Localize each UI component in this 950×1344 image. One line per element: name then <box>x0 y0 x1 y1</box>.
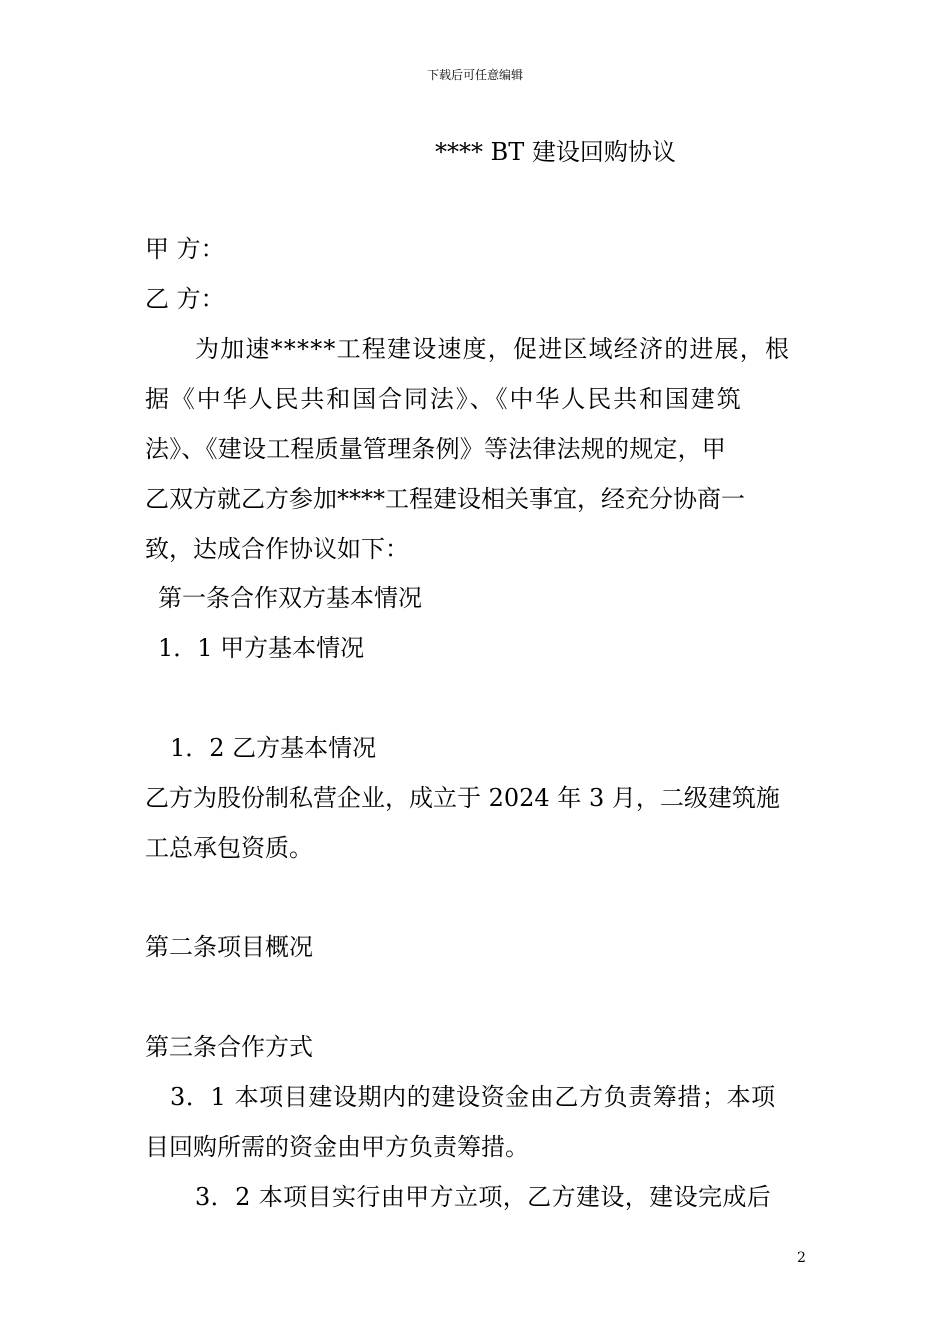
paragraph-line: 为加速*****工程建设速度，促进区域经济的进展，根 <box>195 335 791 363</box>
page-header-note: 下载后可任意编辑 <box>426 68 523 82</box>
section-1-1-heading: 1．1 甲方基本情况 <box>158 634 365 662</box>
paragraph-line: 据《中华人民共和国合同法》、《中华人民共和国建筑 <box>145 385 743 413</box>
page-number: 2 <box>797 1250 806 1266</box>
article-1-heading: 第一条合作双方基本情况 <box>158 584 422 612</box>
paragraph-line: 工总承包资质。 <box>145 834 313 862</box>
paragraph-line: 目回购所需的资金由甲方负责筹措。 <box>145 1133 529 1161</box>
section-3-2-line: 3．2 本项目实行由甲方立项，乙方建设，建设完成后 <box>195 1183 772 1211</box>
paragraph-line: 致，达成合作协议如下： <box>145 535 409 563</box>
party-b-line: 乙 方： <box>145 285 225 313</box>
paragraph-line: 乙方为股份制私营企业，成立于 2024 年 3 月，二级建筑施 <box>145 784 780 812</box>
paragraph-line: 法》、《建设工程质量管理条例》等法律法规的规定，甲 <box>145 435 726 463</box>
section-1-2-heading: 1．2 乙方基本情况 <box>170 734 377 762</box>
party-a-line: 甲 方： <box>145 235 225 263</box>
document-title: **** BT 建设回购协议 <box>435 138 676 166</box>
article-3-heading: 第三条合作方式 <box>145 1033 313 1061</box>
paragraph-line: 乙双方就乙方参加****工程建设相关事宜，经充分协商一 <box>145 485 745 513</box>
article-2-heading: 第二条项目概况 <box>145 933 313 961</box>
section-3-1-line: 3．1 本项目建设期内的建设资金由乙方负责筹措；本项 <box>170 1083 776 1111</box>
